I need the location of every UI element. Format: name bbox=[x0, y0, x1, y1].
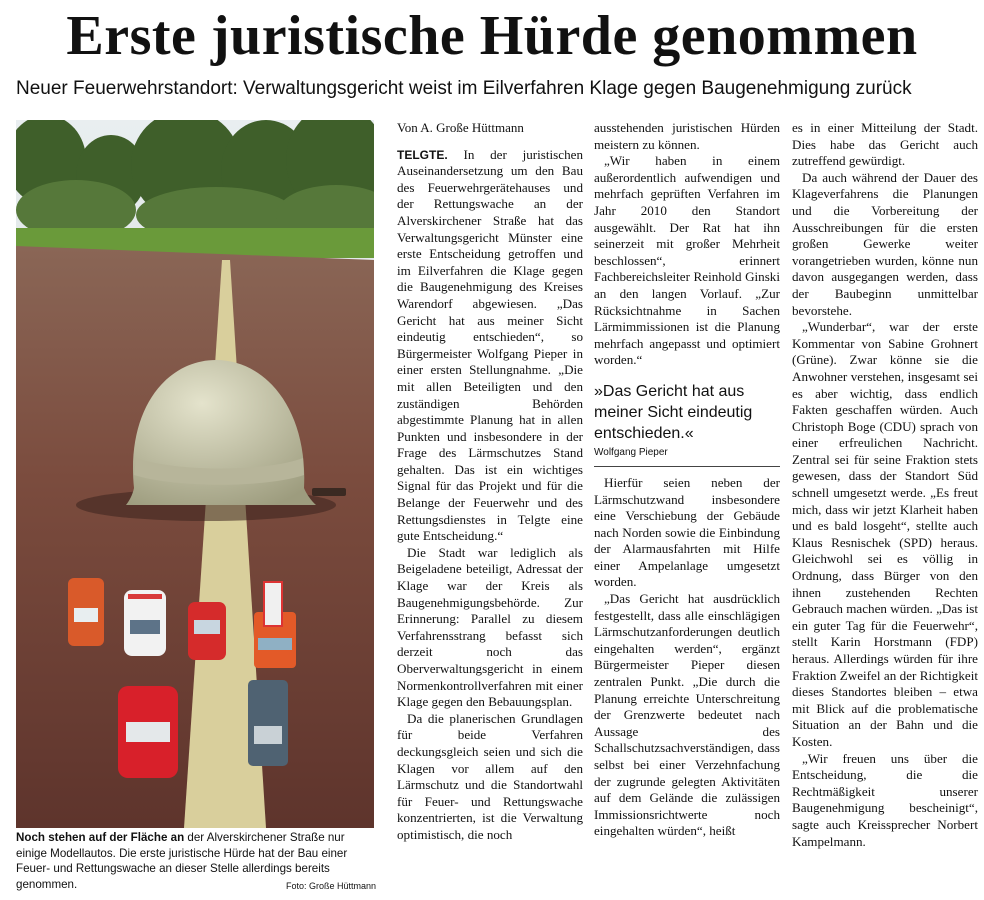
paragraph: „Wunderbar“, war der erste Kommentar von Sabine Grohnert (Grüne). Zwar könne sie die Anwohner verstehen, insgesamt sei es aber wichtig, dass endlich Fakten geschaffen würden. Auch Christoph Boge (CDU) sprach von einer erfreulichen Nachricht. Zentral sei für seine Fraktion stets gewesen, dass der Standort Süd schnell umgesetzt werde. „Es freut mich, dass wir jetzt Klarheit haben und es bald losgeht“, stellte auch Klaus Resnischek (SPD) heraus. Gleichwohl sei es völlig in Ordnung, dass Bürger von den ihnen zustehenden Rechten Gebrauch machen würden. „Das ist ein guter Tag für die Feuerwehr“, stellt Karin Horstmann (FDP) heraus. Allerdings würden für ihre Fraktion Zweifel an der Richtigkeit dieses Standortes bleiben – etwa mit Blick auf die problematische Situation an der Bahn und die Kosten. bbox=[792, 319, 978, 749]
byline: Von A. Große Hüttmann bbox=[397, 120, 524, 135]
article-column-2 bbox=[594, 120, 780, 840]
paragraph: „Wir freuen uns über die Entscheidung, die die Rechtmäßigkeit unserer Baugenehmigung bescheinigt“, sagte auch Kreissprecher Norbert Kampelmann. bbox=[792, 750, 978, 849]
article-column-3 bbox=[792, 120, 978, 850]
headline: Erste juristische Hürde genommen bbox=[66, 5, 918, 67]
paragraph-text: In der juristischen Auseinandersetzung um den Bau des Feuerwehrgerätehauses und der Rettungswache an der Alverskirchener Straße hat das Verwaltungsgericht Münster eine erste Entscheidung getroffen und im Eilverfahren die Klage gegen die Baugenehmigung des Kreises Warendorf abgewiesen. „Das Gericht hat aus meiner Sicht eindeutig entschieden“, so Bürgermeister Wolfgang Pieper in einer ersten Stellungnahme. „Die mit allen Beteiligten und den zuständigen Behörden abgestimmte Planung hat in allen Punkten und insbesondere in der Frage des Lärmschutzes Stand gehalten. Das ist ein wichtiges Signal für das Projekt und für die Belange der Feuerwehr und des Rettungsdienstes in Telgte eine gute Entscheidung.“ bbox=[397, 146, 583, 544]
paragraph: Da auch während der Dauer des Klageverfahrens die Planungen und die Vorbereitung der Ausschreibungen für die ersten großen Gewerke weiter vorangetrieben wurden, könne nun davon ausgegangen werden, dass der Baubeginn unmittelbar bevorstehe. bbox=[792, 169, 978, 318]
paragraph: „Das Gericht hat ausdrücklich festgestellt, dass alle einschlägigen Lärmschutzanforderungen deutlich eingehalten werden“, ergänzt Bürgermeister Pieper diesen zentralen Punkt. „Die durch die Planung erreichte Unterschreitung der Grenzwerte bedeutet nach Aussage des Schallschutzsachverständigen, dass selbst bei einer Verzehnfachung der zugrunde gelegten Aktivitäten auf dem Gelände die zulässigen Immissionsrichtwerte noch eingehalten würden“, heißt bbox=[594, 591, 780, 839]
subheadline: Neuer Feuerwehrstandort: Verwaltungsgericht weist im Eilverfahren Klage gegen Baugenehmigung zurück bbox=[16, 78, 912, 99]
caption-lead: Noch stehen auf der Fläche an bbox=[16, 831, 185, 844]
paragraph bbox=[397, 147, 583, 545]
article-photo bbox=[16, 120, 374, 828]
paragraph: ausstehenden juristischen Hürden meistern zu können. bbox=[594, 120, 780, 152]
pull-quote bbox=[594, 381, 780, 467]
article-column-1 bbox=[397, 120, 583, 844]
caption-text: der Alverskirchener Straße nur einige Modellautos. Die erste juristische Hürde hat der Bau einer Feuer- und Rettungswache an dieser Stelle allerdings bereits genommen. bbox=[16, 831, 348, 891]
dateline: TELGTE. bbox=[397, 147, 448, 162]
photo-caption bbox=[16, 830, 376, 894]
paragraph: Da die planerischen Grundlagen für beide Verfahren deckungsgleich seien und sich die Klagen vor allem auf den Lärmschutz und die Standortwahl für Feuer- und Rettungswache konzentrierten, ist die Verwaltung optimistisch, die noch bbox=[397, 710, 583, 842]
pull-quote-text: »Das Gericht hat aus meiner Sicht eindeutig entschieden.« bbox=[594, 382, 753, 442]
pull-quote-author: Wolfgang Pieper bbox=[594, 446, 668, 458]
paragraph: Die Stadt war lediglich als Beigeladene beteiligt, Adressat der Klage war der Kreis als Baugenehmigungsbehörde. Zur Erinnerung: Parallel zu diesem Verfahrensstrang befasst sich derzeit noch das Oberverwaltungsgericht in einem Normenkontrollverfahren mit einer Klage gegen den Bebauungsplan. bbox=[397, 544, 583, 710]
photo-credit: Foto: Große Hüttmann bbox=[285, 880, 376, 891]
paragraph: es in einer Mitteilung der Stadt. Dies habe das Gericht auch zutreffend gewürdigt. bbox=[792, 120, 978, 169]
paragraph: „Wir haben in einem außerordentlich aufwendigen und mehrfach geprüften Verfahren im Jahr 2010 den Standort ausgewählt. Der Rat hat ihn seinerzeit mit großer Mehrheit beschlossen“, erinnert Fachbereichsleiter Reinhold Ginski an den langen Vorlauf. „Zur Rücksichtnahme in Sachen Lärmimmissionen ist die Planung mehrfach angepasst und optimiert worden.“ bbox=[594, 153, 780, 368]
paragraph: Hierfür seien neben der Lärmschutzwand insbesondere eine Verschiebung der Gebäude nach Norden sowie die Einbindung der Alarmausfahrten mit Hilfe einer Ampelanlage umgesetzt worden. bbox=[594, 474, 780, 590]
